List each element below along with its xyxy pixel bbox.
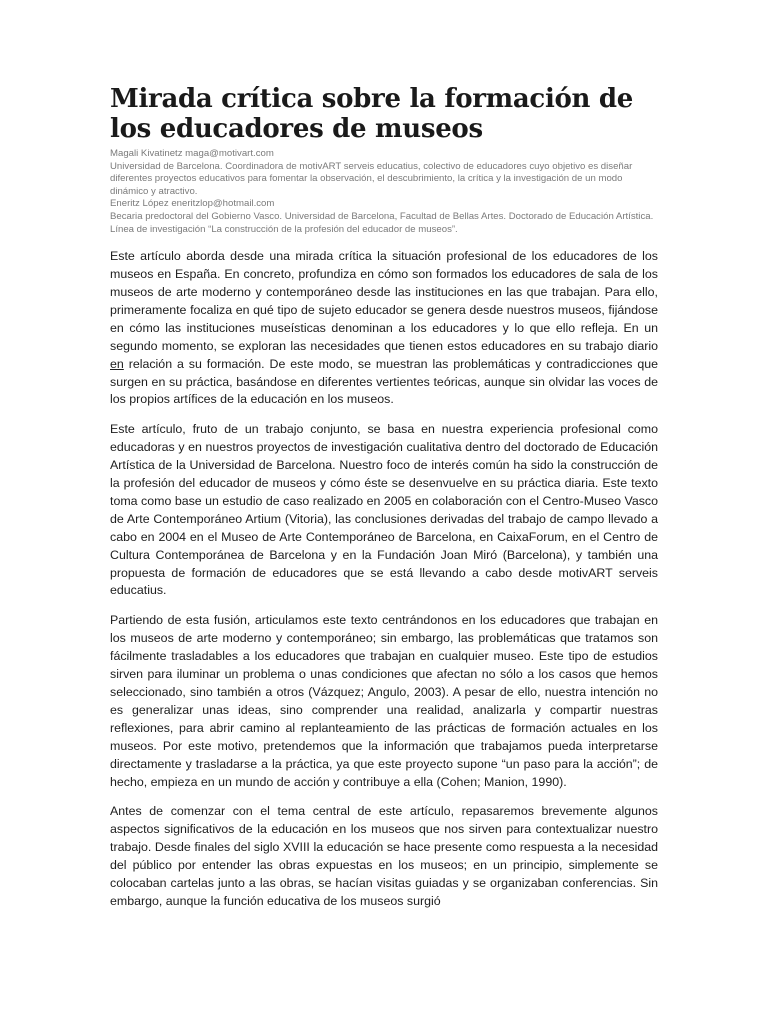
paragraph-abstract <box>110 248 658 409</box>
author-line-2: Eneritz López eneritzlop@hotmail.com <box>110 198 275 210</box>
paragraph-context: Antes de comenzar con el tema central de este artículo, repasaremos brevemente algunos aspectos significativos de la educación en los museos que nos sirven para contextualizar nuestro trabajo. Desde finales del siglo XVIII la educación se hace presente como respuesta a la necesidad del público por entender las obras expuestas en los museos; en un principio, simplemente se colocaban cartelas junto a las obras, se hacían visitas guiadas y se organizaban conferencias. Sin embargo, aunque la función educativa de los museos surgió <box>110 804 658 908</box>
article-title: Mirada crítica sobre la formación de los educadores de museos <box>110 84 634 144</box>
affiliation-1: Universidad de Barcelona. Coordinadora de motivART serveis educatius, colectivo de educadores cuyo objetivo es diseñar diferentes proyectos educativos para fomentar la observación, el descubrimiento, la crítica y la investigación de un modo dinámico y atractivo. <box>110 160 633 197</box>
paragraph-background: Este artículo, fruto de un trabajo conjunto, se basa en nuestra experiencia profesional como educadoras y en nuestros proyectos de investigación cualitativa dentro del doctorado de Educación Artística de la Universidad de Barcelona. Nuestro foco de interés común ha sido la construcción de la profesión del educador de museos y cómo éste se desenvuelve en su práctica diaria. Este texto toma como base un estudio de caso realizado en 2005 en colaboración con el Centro-Museo Vasco de Arte Contemporáneo Artium (Vitoria), las conclusiones derivadas del trabajo de campo llevado a cabo en 2004 en el Museo de Arte Contemporáneo de Barcelona, en CaixaForum, en el Centro de Cultura Contemporánea de Barcelona y en la Fundación Joan Miró (Barcelona), y también una propuesta de formación de educadores que se está llevando a cabo desde motivART serveis educatius. <box>110 422 658 598</box>
paragraph-abstract-part-a: Este artículo aborda desde una mirada crítica la situación profesional de los educadores de los museos en España. En concreto, profundiza en cómo son formados los educadores de sala de los museos de arte moderno y contemporáneo desde las instituciones en las que trabajan. Para ello, primeramente focaliza en qué tipo de sujeto educador se genera desde nuestros museos, fijándose en cómo las instituciones museísticas denominan a los educadores y lo que ello refleja. En un segundo momento, se exploran las necesidades que tienen estos educadores en su trabajo diario <box>110 249 658 353</box>
affiliation-2: Becaria predoctoral del Gobierno Vasco. Universidad de Barcelona, Facultad de Bellas Artes. Doctorado de Educación Artística. Línea de investigación “La construcción de la profesión del educador de museos”. <box>110 210 654 235</box>
author-line-1: Magali Kivatinetz maga@motivart.com <box>110 148 274 159</box>
paragraph-approach: Partiendo de esta fusión, articulamos este texto centrándonos en los educadores que trabajan en los museos de arte moderno y contemporáneo; sin embargo, las problemáticas que tratamos son fácilmente trasladables a los educadores que trabajan en cualquier museo. Este tipo de estudios sirven para iluminar un problema o unas condiciones que afectan no sólo a los casos que hemos seleccionado, sino también a otros (Vázquez; Angulo, 2003). A pesar de ello, nuestra intención no es generalizar unas ideas, sino comprender una realidad, analizarla y compartir nuestras reflexiones, para abrir camino al replanteamiento de las prácticas de formación actuales en los museos. Por este motivo, pretendemos que la información que trabajamos pueda interpretarse directamente y trasladarse a la práctica, ya que este proyecto supone “un paso para la acción”; de hecho, empieza en un mundo de acción y contribuye a ella (Cohen; Manion, 1990). <box>110 613 658 789</box>
paragraph-abstract-part-b: relación a su formación. De este modo, se muestran las problemáticas y contradicciones que surgen en su práctica, basándose en diferentes vertientes teóricas, aunque sin olvidar las voces de los propios artífices de la educación en los museos. <box>110 356 658 407</box>
document-page <box>110 84 658 911</box>
underlined-word: en <box>110 356 124 371</box>
